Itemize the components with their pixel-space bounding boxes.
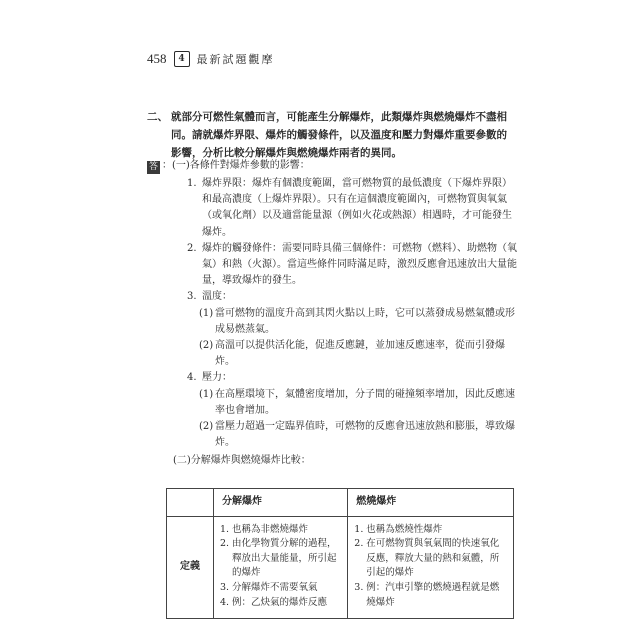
answer-heading — [147, 158, 310, 174]
list-item — [220, 581, 341, 596]
sub-list-item — [199, 306, 519, 338]
question-block — [147, 108, 517, 162]
item-label: 4. — [187, 372, 197, 384]
list-item — [187, 370, 517, 386]
list-item — [220, 523, 341, 538]
sub-item-label: (1) — [199, 388, 214, 400]
page-number: 458 — [147, 51, 167, 66]
list-text: 在可燃物質與氧氣間的快速氧化反應，釋放大量的熱和氣體，所引起的爆炸 — [366, 538, 500, 579]
table-header-row — [167, 489, 514, 517]
list-text: 例：汽車引擎的燃燒過程就是燃燒爆炸 — [366, 581, 500, 608]
list-item — [187, 241, 517, 290]
list-text: 也稱為非燃燒爆炸 — [232, 523, 309, 535]
list-item — [354, 523, 507, 538]
answer-colon: ： — [162, 160, 172, 171]
sub-list-item — [199, 338, 519, 370]
sub-item-text: 高溫可以提供活化能，促進反應鏈，並加速反應速率，從而引發爆炸。 — [215, 340, 505, 368]
book-title: 最新試題觀摩 — [196, 53, 275, 66]
answer-badge-icon: 答 — [148, 162, 158, 172]
column-header-combustion: 燃燒爆炸 — [348, 489, 514, 517]
list-number: 3. — [354, 581, 364, 593]
table-row — [167, 516, 514, 619]
list-number: 2. — [354, 538, 364, 550]
item-text: 壓力： — [202, 372, 232, 384]
item-label: 2. — [187, 242, 197, 254]
comparison-table — [166, 488, 514, 619]
list-item — [354, 581, 507, 610]
list-number: 1. — [220, 523, 230, 535]
page-header — [147, 51, 275, 67]
sub-item-label: (2) — [199, 340, 214, 352]
table-corner-cell — [167, 489, 214, 517]
list-text: 分解爆炸不需要氧氣 — [232, 581, 318, 593]
list-text: 也稱為燃燒性爆炸 — [366, 523, 443, 535]
list-item — [354, 537, 507, 581]
list-number: 3. — [220, 581, 230, 593]
item-label: 1. — [187, 178, 197, 189]
item-text: 爆炸界限：爆炸有個濃度範圍，當可燃物質的最低濃度（下爆炸界限）和最高濃度（上爆炸界限）。只有在這個濃度範圍內，可燃物質與氧氣（或氧化劑）以及適當能量源（例如火花或熱源）相遇時，才可能發生爆炸。 — [202, 178, 512, 238]
chapter-mark-icon: 4 — [174, 51, 190, 67]
sub-item-label: (1) — [199, 307, 214, 319]
list-number: 2. — [220, 538, 230, 550]
item-text: 溫度： — [202, 291, 232, 303]
list-item — [187, 289, 517, 305]
question-text: 就部分可燃性氣體而言，可能產生分解爆炸，此類爆炸與燃燒爆炸不盡相同。請就爆炸界限、爆炸的觸發條件，以及溫度和壓力對爆炸重要參數的影響，分析比較分解爆炸與燃燒爆炸兩者的異同。 — [171, 111, 507, 159]
list-item — [220, 596, 341, 611]
row-header-definition: 定義 — [167, 516, 214, 619]
section1-title: (一)各條件對爆炸參數的影響： — [172, 160, 310, 171]
list-number: 1. — [354, 523, 364, 535]
sub-list-item — [199, 387, 519, 419]
decomposition-cell — [214, 516, 348, 619]
section2-title: (二)分解爆炸與燃燒爆炸比較： — [173, 455, 311, 467]
combustion-cell — [348, 516, 514, 619]
sub-item-text: 當壓力超過一定臨界值時，可燃物的反應會迅速放熱和膨脹，導致爆炸。 — [215, 421, 515, 449]
sub-list-item — [199, 419, 519, 451]
list-item — [187, 176, 517, 241]
list-text: 由化學物質分解的過程，釋放出大量能量，所引起的爆炸 — [232, 538, 337, 579]
sub-item-label: (2) — [199, 421, 214, 433]
item-text: 爆炸的觸發條件：需要同時具備三個條件：可燃物（燃料）、助燃物（氧氣）和熱（火源）。當這些條件同時滿足時，激烈反應會迅速放出大量能量，導致爆炸的發生。 — [202, 242, 517, 287]
question-number: 二、 — [147, 111, 168, 123]
sub-item-text: 當可燃物的溫度升高到其閃火點以上時，它可以蒸發成易燃氣體或形成易燃蒸氣。 — [215, 307, 515, 335]
item-label: 3. — [187, 291, 197, 303]
list-item — [220, 537, 341, 581]
list-text: 例：乙炔氣的爆炸反應 — [232, 596, 328, 608]
sub-item-text: 在高壓環境下，氣體密度增加，分子間的碰撞頻率增加，因此反應速率也會增加。 — [215, 388, 515, 416]
column-header-decomposition: 分解爆炸 — [214, 489, 348, 517]
answer-body — [147, 176, 527, 470]
list-number: 4. — [220, 596, 230, 608]
